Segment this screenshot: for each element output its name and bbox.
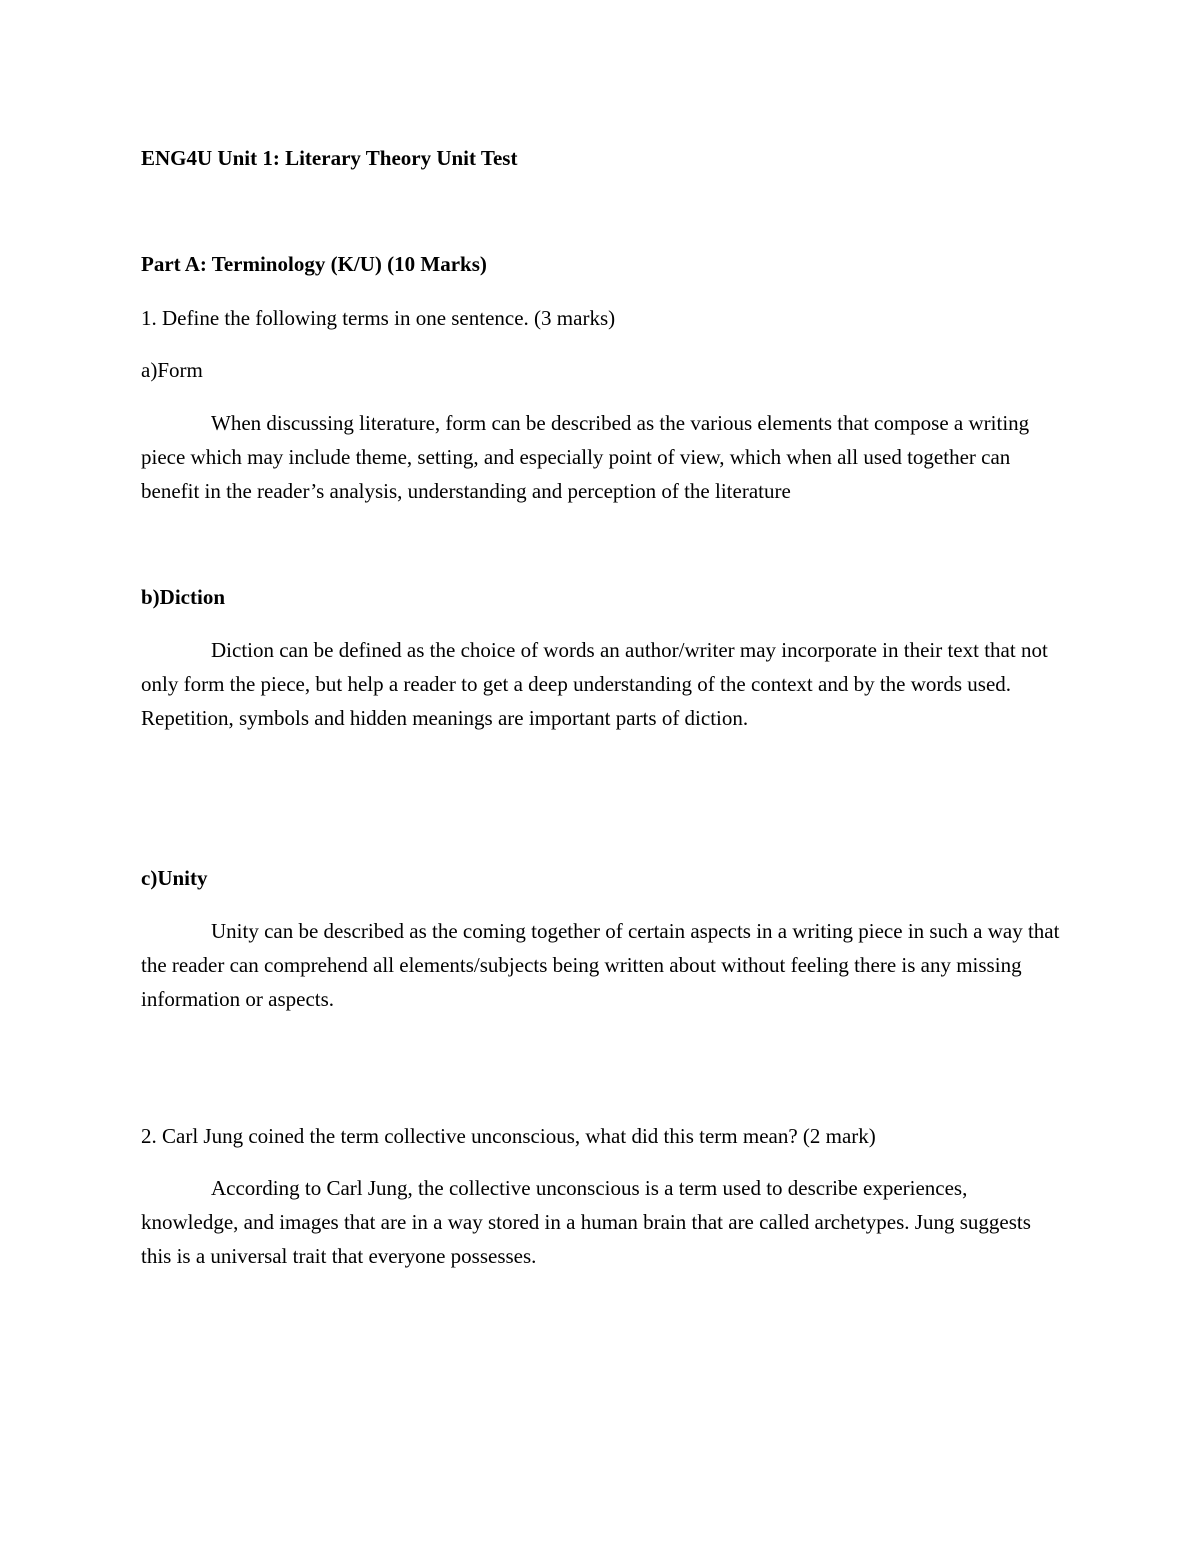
term-c-answer: Unity can be described as the coming together of certain aspects in a writing piece in such a way that the reader can comprehend all elements/subjects being written about without feeling there is any missing information or aspects.	[141, 919, 1060, 1011]
question-1: 1. Define the following terms in one sentence. (3 marks)	[141, 306, 616, 330]
question-2: 2. Carl Jung coined the term collective unconscious, what did this term mean? (2 mark)	[141, 1124, 876, 1148]
term-b-answer: Diction can be defined as the choice of words an author/writer may incorporate in their text that not only form the piece, but help a reader to get a deep understanding of the context and by the words used. Repetition, symbols and hidden meanings are important parts of diction.	[141, 638, 1048, 730]
term-a-answer: When discussing literature, form can be described as the various elements that compose a writing piece which may include theme, setting, and especially point of view, which when all used together can benefit in the reader’s analysis, understanding and perception of the literature	[141, 411, 1030, 503]
answer-2: According to Carl Jung, the collective unconscious is a term used to describe experiences, knowledge, and images that are in a way stored in a human brain that are called archetypes. Jung suggests this is a universal trait that everyone possesses.	[141, 1176, 1031, 1268]
part-a-heading: Part A: Terminology (K/U) (10 Marks)	[141, 252, 487, 276]
term-a-label: a)Form	[141, 358, 203, 382]
term-c-label: c)Unity	[141, 866, 208, 890]
term-b-label: b)Diction	[141, 585, 225, 609]
document-title: ENG4U Unit 1: Literary Theory Unit Test	[141, 146, 518, 170]
